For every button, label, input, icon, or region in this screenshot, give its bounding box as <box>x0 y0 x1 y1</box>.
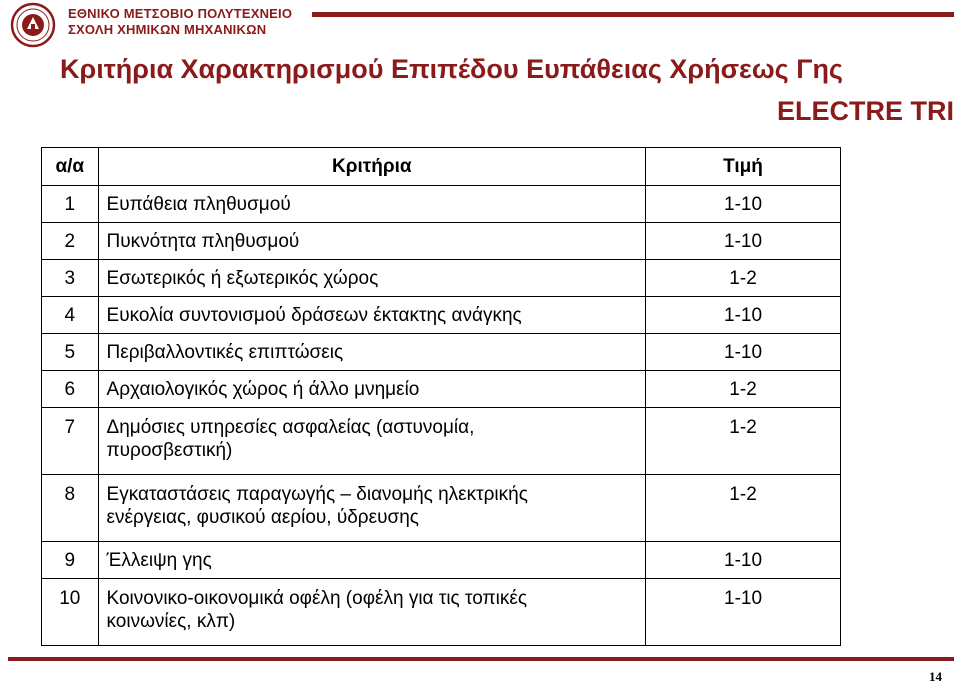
row-criterion <box>98 579 646 646</box>
page-number: 14 <box>929 669 942 684</box>
row-criterion: Πυκνότητα πληθυσμού <box>98 223 646 260</box>
institution-header <box>68 6 292 38</box>
school-name: ΣΧΟΛΗ ΧΗΜΙΚΩΝ ΜΗΧΑΝΙΚΩΝ <box>68 22 267 37</box>
criteria-table <box>41 147 841 646</box>
row-value: 1-10 <box>646 223 841 260</box>
row-value: 1-10 <box>646 297 841 334</box>
row-number: 1 <box>42 186 99 223</box>
university-seal-icon <box>10 2 56 48</box>
row-number: 10 <box>42 579 99 646</box>
institution-name: ΕΘΝΙΚΟ ΜΕΤΣΟΒΙΟ ΠΟΛΥΤΕΧΝΕΙΟ <box>68 6 293 21</box>
row-value: 1-2 <box>646 260 841 297</box>
row-criterion-line1: Κοινονικο-οικονομικά οφέλη (οφέλη για τις τοπικές <box>106 588 527 609</box>
row-criterion: Ευπάθεια πληθυσμού <box>98 186 646 223</box>
row-criterion <box>98 475 646 542</box>
row-number: 5 <box>42 334 99 371</box>
table-row <box>42 260 841 297</box>
row-value: 1-10 <box>646 542 841 579</box>
row-value: 1-10 <box>646 579 841 646</box>
row-criterion: Αρχαιολογικός χώρος ή άλλο μνημείο <box>98 371 646 408</box>
slide-subtitle: ELECTRE TRI <box>776 96 954 126</box>
row-number: 4 <box>42 297 99 334</box>
table-row <box>42 579 841 646</box>
row-number: 9 <box>42 542 99 579</box>
row-value: 1-2 <box>646 408 841 475</box>
row-value: 1-10 <box>646 334 841 371</box>
slide-title: Κριτήρια Χαρακτηρισμού Επιπέδου Ευπάθειας Χρήσεως Γης <box>60 54 843 84</box>
row-value: 1-2 <box>646 475 841 542</box>
table-row <box>42 297 841 334</box>
row-number: 6 <box>42 371 99 408</box>
row-criterion-line1: Εγκαταστάσεις παραγωγής – διανομής ηλεκτρικής <box>106 484 528 505</box>
row-criterion-line1: Δημόσιες υπηρεσίες ασφαλείας (αστυνομία, <box>106 417 475 438</box>
row-value: 1-10 <box>646 186 841 223</box>
row-value: 1-2 <box>646 371 841 408</box>
row-number: 2 <box>42 223 99 260</box>
table-row <box>42 334 841 371</box>
header-criteria: Κριτήρια <box>98 148 646 186</box>
row-criterion: Ευκολία συντονισμού δράσεων έκτακτης ανάγκης <box>98 297 646 334</box>
table-row <box>42 475 841 542</box>
row-criterion: Έλλειψη γης <box>98 542 646 579</box>
table-row <box>42 408 841 475</box>
table-row <box>42 223 841 260</box>
table-row <box>42 186 841 223</box>
row-criterion <box>98 408 646 475</box>
header-divider <box>312 12 954 17</box>
header-value: Τιμή <box>646 148 841 186</box>
row-criterion: Περιβαλλοντικές επιπτώσεις <box>98 334 646 371</box>
row-number: 8 <box>42 475 99 542</box>
footer-divider <box>8 657 954 661</box>
row-criterion: Εσωτερικός ή εξωτερικός χώρος <box>98 260 646 297</box>
row-number: 7 <box>42 408 99 475</box>
row-criterion-line2: κοινωνίες, κλπ) <box>106 611 236 632</box>
row-criterion-line2: ενέργειας, φυσικού αερίου, ύδρευσης <box>106 507 419 528</box>
header-number: α/α <box>42 148 99 186</box>
table-row <box>42 542 841 579</box>
row-number: 3 <box>42 260 99 297</box>
table-row <box>42 371 841 408</box>
table-header-row <box>42 148 841 186</box>
row-criterion-line2: πυροσβεστική) <box>106 440 233 461</box>
